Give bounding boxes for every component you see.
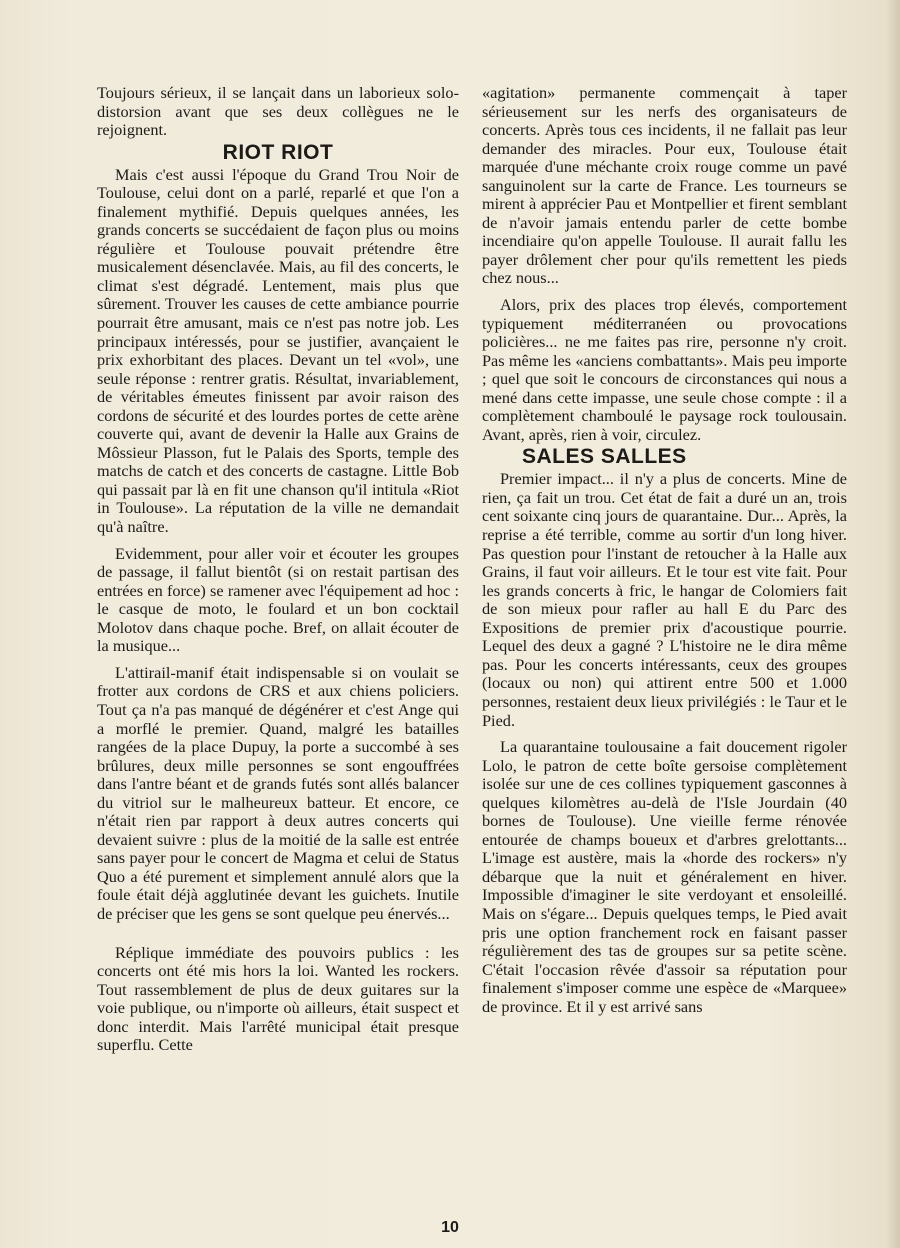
page-number: 10 [441,1219,459,1236]
body-paragraph: L'attirail-manif était indispensable si on voulait se frotter aux cordons de CRS et aux chiens policiers. Tout ça n'a pas manqué de dégénérer et c'est Ange qui a morflé le premier. Quand, malgré les batailles rangées de la place Dupuy, la porte a succombé à ses brûlures, deux mille personnes se sont engouffrées dans l'antre béant et de grands futés sont allés balancer du vitriol sur le malheureux batteur. Et encore, ce n'était rien par rapport à deux autres concerts qui devaient suivre : plus de la moitié de la salle est entrée sans payer pour le concert de Magma et celui de Status Quo a été purement et simplement annulé alors que la foule était déjà agglutinée devant les guichets. Inutile de préciser que les gens se sont quelque peu énervés... [97,662,459,923]
body-paragraph: Réplique immédiate des pouvoirs publics : les concerts ont été mis hors la loi. Wanted les rockers. Tout rassemblement de plus de deux guitares sur la voie publique, ou n'importe où ailleurs, était suspect et donc interdit. Mais l'arrêté municipal était presque superflu. Cette [97,942,459,1055]
section-title-riot-riot: RIOT RIOT [222,140,334,164]
right-column [482,84,847,1016]
left-column [97,84,459,1055]
body-paragraph: Alors, prix des places trop élevés, comportement typiquement méditerranéen ou provocations policières... ne me faites pas rire, personne n'y croit. Pas même les «anciens combattants». Mais peu importe ; quel que soit le concours de circonstances qui nous a mené dans cette impasse, une seule chose compte : il a complètement chamboulé le paysage rock toulousain. Avant, après, rien à voir, circulez. [482,295,847,444]
book-spine-shadow [886,0,900,1248]
body-paragraph: Premier impact... il n'y a plus de concerts. Mine de rien, ça fait un trou. Cet état de fait a duré un an, trois cent soixante cinq jours de quarantaine. Dur... Après, la reprise a été terrible, comme au sortir d'un long hiver. Pas question pour l'instant de retoucher à la Halle aux Grains, il faut voir ailleurs. Et le tour est vite fait. Pour les grands concerts à fric, le hangar de Colomiers fait de son mieux pour rafler au hall E du Parc des Expositions de premier prix d'acoustique pourrie. Lequel des deux a gagné ? L'histoire ne le dira même pas. Pour les concerts intéressants, ceux des groupes (locaux ou non) qui attirent entre 500 et 1.000 personnes, restaient deux lieux privilégiés : le Taur et le Pied. [482,469,847,730]
intro-paragraph: Toujours sérieux, il se lançait dans un laborieux solo-distorsion avant que ses deux collègues ne le rejoignent. [97,83,459,140]
section-title-sales-salles: SALES SALLES [522,445,687,469]
body-paragraph: Mais c'est aussi l'époque du Grand Trou Noir de Toulouse, celui dont on a parlé, reparlé et que l'on a finalement mythifié. Depuis quelques années, les grands concerts se succédaient de façon plus ou moins régulière et Toulouse pouvait prétendre être musicalement désenclavée. Mais, au fil des concerts, le climat s'est dégradé. Lentement, mais plus que sûrement. Trouver les causes de cette ambiance pourrie pourrait être amusant, mais ce n'est pas notre job. Les principaux intéressés, pour se justifier, avançaient le prix exhorbitant des places. Devant un tel «vol», une seule réponse : rentrer gratis. Résultat, invariablement, de véritables émeutes finissent par avoir raison des cordons de sécurité et des lourdes portes de cette arène couverte qui, avant de devenir la Halle aux Grains de Môssieur Plasson, fut le Palais des Sports, temple des matchs de catch et des concerts de castagne. Little Bob qui passait par là en fit une chanson qu'il intitula «Riot in Toulouse». La réputation de la ville ne demandait qu'à naître. [97,164,459,537]
continued-paragraph: «agitation» permanente commençait à taper sérieusement sur les nerfs des organisateurs de concerts. Après tous ces incidents, il ne fallait pas leur demander des miracles. Pour eux, Toulouse était marquée d'une méchante croix rouge comme un pavé sanguinolent sur la carte de France. Les tourneurs se mirent à apprécier Pau et Montpellier et firent semblant de n'avoir jamais entendu parler de cette bombe incendiaire qu'on appelle Toulouse. Il aurait fallu les payer drôlement cher pour qu'ils remettent les pieds chez nous... [482,83,847,288]
body-paragraph: La quarantaine toulousaine a fait doucement rigoler Lolo, le patron de cette boîte gersoise complètement isolée sur une de ces collines typiquement gasconnes à quelques kilomètres au-delà de l'Isle Jourdain (40 bornes de Toulouse). Une vieille ferme rénovée entourée de champs boueux et d'arbres grelottants... L'image est austère, mais la «horde des rockers» n'y débarque que la nuit et généralement en hiver. Impossible d'imaginer le site verdoyant et ensoleillé. Mais on s'égare... Depuis quelques temps, le Pied avait pris une option franchement rock en faisant passer régulièrement des tas de groupes sur sa petite scène. C'était l'occasion rêvée d'assoir sa réputation pour finalement s'imposer comme une espèce de «Marquee» de province. Et il y est arrivé sans [482,737,847,1016]
body-paragraph: Evidemment, pour aller voir et écouter les groupes de passage, il fallut bientôt (si on restait partisan des entrées en force) se ramener avec l'équipement ad hoc : le casque de moto, le foulard et un bon cocktail Molotov dans chaque poche. Bref, on allait écouter de la musique... [97,543,459,656]
